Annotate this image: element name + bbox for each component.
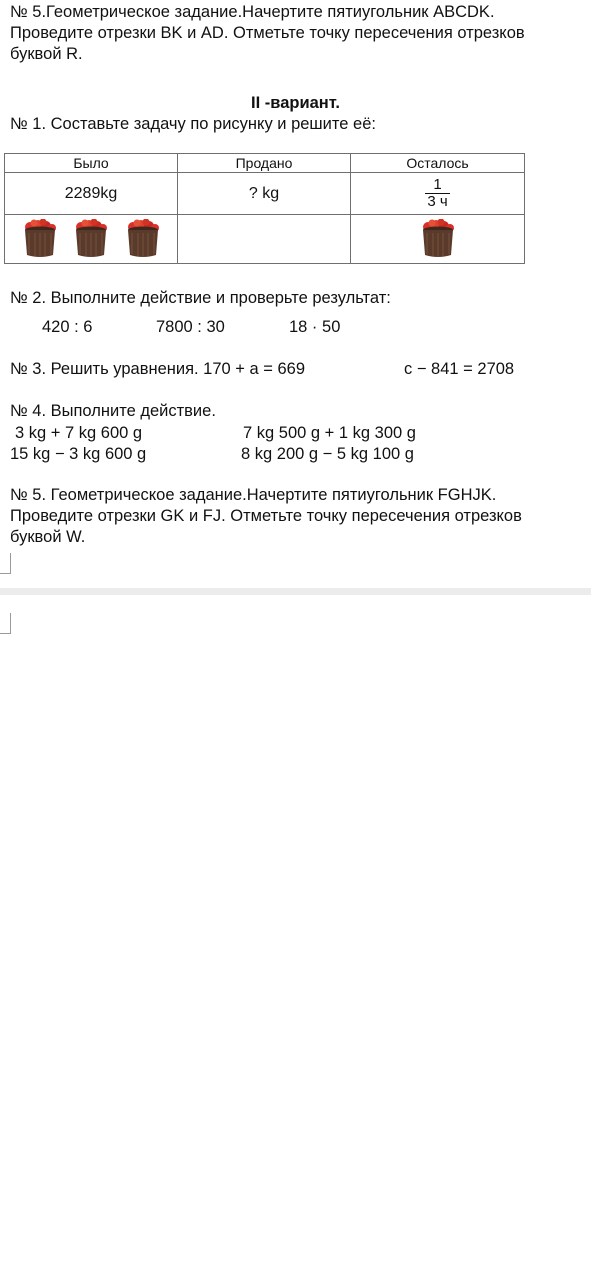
- task2-expression: 7800 : 30: [156, 318, 225, 336]
- page-corner-mark: [0, 613, 11, 634]
- header-prodano: Продано: [178, 154, 351, 173]
- task5-line3: буквой W.: [10, 528, 86, 546]
- task4-expr-row1-right: 7 kg 500 g + 1 kg 300 g: [243, 424, 416, 442]
- cell-bylo-pictures: [5, 215, 178, 264]
- task4-expr-row2-left: 15 kg − 3 kg 600 g: [10, 445, 147, 463]
- table-row: [5, 215, 525, 264]
- task1-table: [4, 153, 525, 264]
- task4-expr-row2-right: 8 kg 200 g − 5 kg 100 g: [241, 445, 414, 463]
- fraction: [425, 177, 449, 210]
- task3-text: № 3. Решить уравнения. 170 + а = 669: [10, 360, 306, 378]
- cell-ostalos: [351, 173, 525, 215]
- task5-line1: № 5. Геометрическое задание.Начертите пятиугольник FGHJK.: [10, 486, 497, 504]
- fraction-denominator: 3 ч: [427, 192, 448, 210]
- cell-prodano-pictures: [178, 215, 351, 264]
- table-header-row: [5, 154, 525, 173]
- variant-title: II -вариант.: [251, 94, 340, 112]
- apple-basket-icon: [421, 219, 455, 259]
- header-ostalos: Осталось: [351, 154, 525, 173]
- cell-prodano: ? kg: [178, 173, 351, 215]
- header-bylo: Было: [5, 154, 178, 173]
- task4-expr-row1-left: 3 kg + 7 kg 600 g: [15, 424, 143, 442]
- page-break-divider: [0, 588, 591, 595]
- cell-bylo: 2289kg: [5, 173, 178, 215]
- cell-ostalos-pictures: [351, 215, 525, 264]
- fraction-numerator: 1: [425, 177, 449, 194]
- task3-equation2: с − 841 = 2708: [404, 360, 515, 378]
- table-row: [5, 173, 525, 215]
- prev-task5-line3: буквой R.: [10, 45, 83, 63]
- page-corner-mark: [0, 553, 11, 574]
- task4-text: № 4. Выполните действие.: [10, 402, 216, 420]
- prev-task5-line2: Проведите отрезки BK и AD. Отметьте точку пересечения отрезков: [10, 24, 525, 42]
- prev-task5-line1: № 5.Геометрическое задание.Начертите пятиугольник ABCDK.: [10, 3, 495, 21]
- task2-expression: 420 : 6: [42, 318, 93, 336]
- task2-text: № 2. Выполните действие и проверьте результат:: [10, 289, 391, 307]
- task1-text: № 1. Составьте задачу по рисунку и решите её:: [10, 115, 376, 133]
- task5-line2: Проведите отрезки GK и FJ. Отметьте точку пересечения отрезков: [10, 507, 522, 525]
- apple-basket-icon: [23, 219, 57, 259]
- apple-basket-icon: [74, 219, 108, 259]
- task2-expression: 18 · 50: [289, 318, 341, 336]
- apple-basket-icon: [126, 219, 160, 259]
